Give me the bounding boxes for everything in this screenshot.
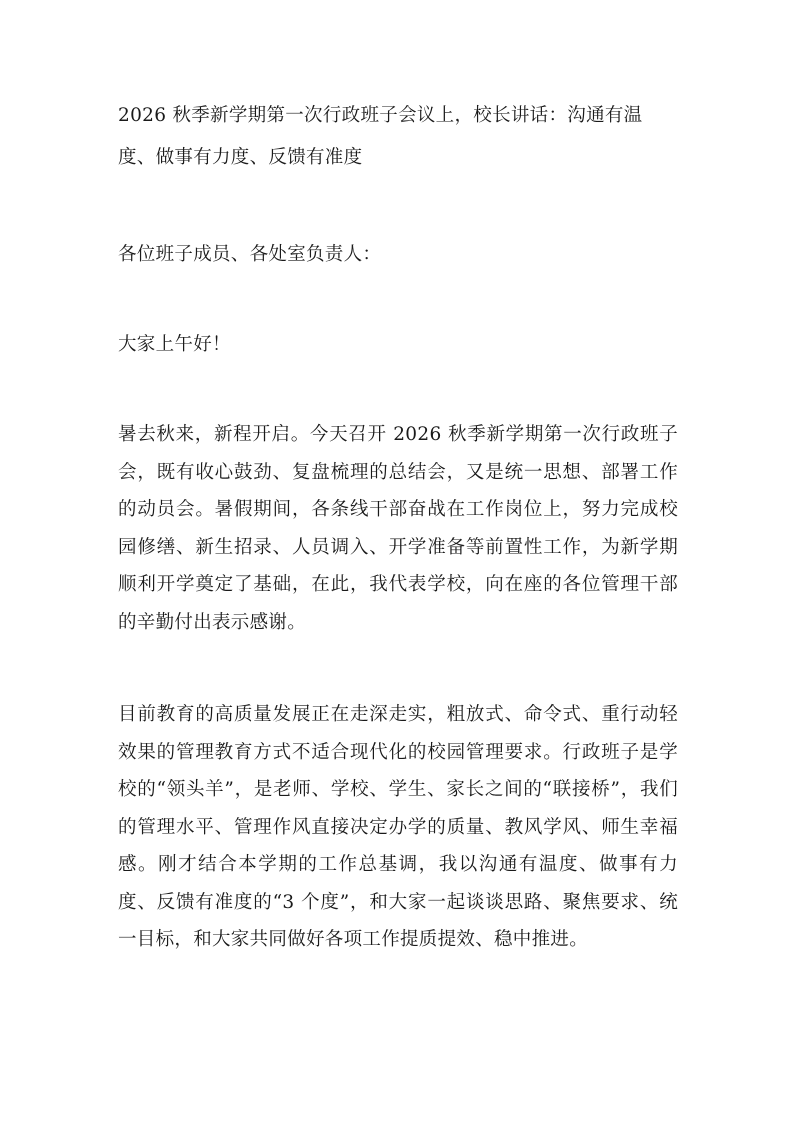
document-title: 2026 秋季新学期第一次行政班子会议上，校长讲话：沟通有温度、做事有力度、反馈有准度 [118, 105, 643, 168]
greeting: 大家上午好！ [118, 333, 231, 355]
document-page [118, 95, 678, 959]
salutation: 各位班子成员、各处室负责人： [118, 244, 382, 265]
body-paragraph-2: 目前教育的高质量发展正在走深走实，粗放式、命令式、重行动轻效果的管理教育方式不适合现代化的校园管理要求。行政班子是学校的“领头羊”，是老师、学校、学生、家长之间的“联接桥”，我们的管理水平、管理作风直接决定办学的质量、教风学风、师生幸福感。刚才结合本学期的工作总基调，我以沟通有温度、做事有力度、反馈有准度的“3 个度”，和大家一起谈谈思路、聚焦要求、统一目标，和大家共同做好各项工作提质提效、稳中推进。 [118, 704, 678, 950]
body-paragraph-1: 暑去秋来，新程开启。今天召开 2026 秋季新学期第一次行政班子会，既有收心鼓劲、复盘梳理的总结会，又是统一思想、部署工作的动员会。暑假期间，各条线干部奋战在工作岗位上，努力完成校园修缮、新生招录、人员调入、开学准备等前置性工作，为新学期顺利开学奠定了基础，在此，我代表学校，向在座的各位管理干部的辛勤付出表示感谢。 [118, 424, 678, 633]
